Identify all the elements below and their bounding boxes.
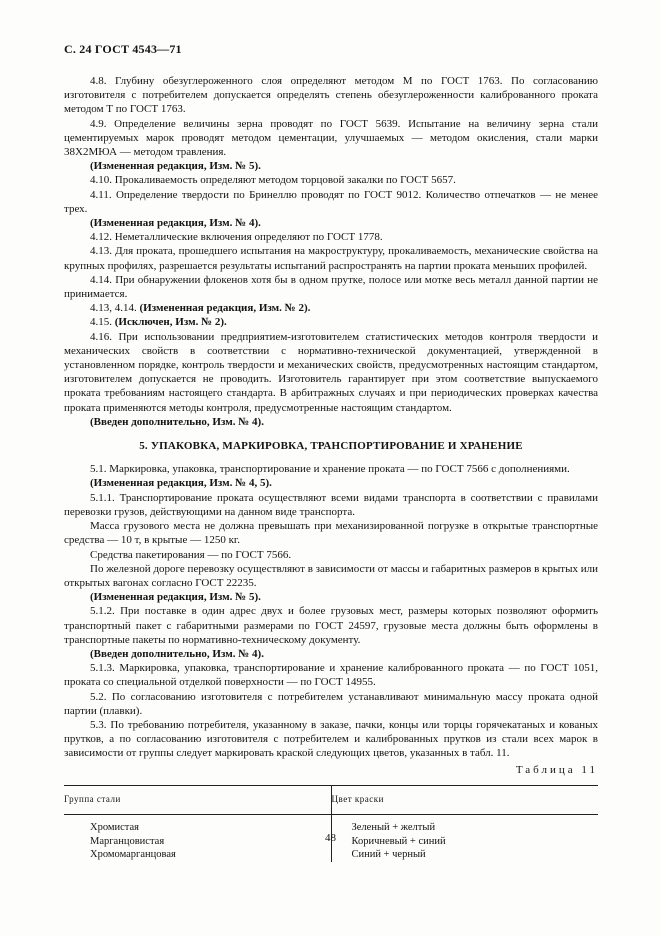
paragraph-text: 4.16. При использовании предприятием-изготовителем статистических методов контроля твердости и механических свойств в соответствии с нормативно-технической документацией, утвержденной в установленном порядке, контроль твердости и механических свойств, предусмотренных настоящим стандартом, изготовителем допускается не проводить. Изготовитель гарантирует при этом соответствие выпускаемого проката требованиям настоящего стандарта. В арбитражных случаях и при периодических проверках качества проката применяются методы контроля, предусмотренные настоящим стандартом.	[64, 330, 598, 414]
paragraph-text: Масса грузового места не должна превышать при механизированной погрузке в открытые транспортные средства — 10 т, в крытые — 1250 кг.	[64, 520, 598, 547]
paragraph-text: 4.12. Неметаллические включения определяют по ГОСТ 1778.	[90, 231, 383, 244]
table-cell-steel-group: Хромистая	[64, 815, 331, 835]
paragraph-text: 4.9. Определение величины зерна проводят по ГОСТ 5639. Испытание на величину зерна стали цементируемых марок проводят методом цементации, улучшаемых — методом окисления, стали марки 38Х2МЮА — методом травления.	[64, 117, 598, 159]
amendment-note: (Измененная редакция, Изм. № 2).	[139, 302, 311, 315]
page-header: С. 24 ГОСТ 4543—71	[64, 42, 182, 56]
paragraph-text: 4.14. При обнаружении флокенов хотя бы в одном прутке, полосе или мотке весь металл данной партии не принимается.	[64, 273, 598, 301]
table-caption: Таблица 11	[515, 763, 598, 776]
amendment-note	[64, 216, 598, 230]
paragraph-text: (Измененная редакция, Изм. № 5).	[90, 160, 261, 173]
section-5-paragraphs	[64, 462, 598, 760]
clause-paragraph	[64, 330, 598, 415]
clause-paragraph	[64, 491, 598, 519]
paragraph-text: 4.13. Для проката, прошедшего испытания на макроструктуру, прокаливаемость, механические свойства на крупных профилях, разрешается результаты испытаний распространять на партии проката меньших профилей.	[64, 245, 598, 272]
clause-paragraph	[64, 74, 598, 117]
paragraph-text: 5.1.1. Транспортирование проката осуществляют всеми видами транспорта в соответствии с правилами перевозки грузов, действующими на данном виде транспорта.	[64, 491, 598, 518]
clause-paragraph	[64, 519, 598, 547]
document-body	[64, 74, 598, 862]
clause-paragraph	[64, 718, 598, 761]
paragraph-text: (Введен дополнительно, Изм. № 4).	[90, 415, 264, 428]
amendment-note	[64, 415, 598, 429]
table-header-row	[64, 785, 598, 815]
clause-paragraph	[64, 117, 598, 160]
paragraph-text: Средства пакетирования — по ГОСТ 7566.	[90, 548, 292, 561]
amendment-note: (Исключен, Изм. № 2).	[114, 316, 227, 329]
paragraph-text: (Измененная редакция, Изм. № 5).	[90, 591, 261, 604]
page-number: 48	[325, 832, 336, 844]
clause-paragraph	[64, 690, 598, 718]
clause-paragraph	[64, 244, 598, 272]
paragraph-text: 5.1.3. Маркировка, упаковка, транспортирование и хранение калиброванного проката — по ГОСТ 1051, проката со специальной отделкой поверхности — по ГОСТ 14955.	[64, 662, 598, 689]
paragraph-text: 4.10. Прокаливаемость определяют методом торцовой закалки по ГОСТ 5657.	[90, 174, 456, 187]
table-cell-paint-color: Зеленый + желтый	[351, 822, 436, 834]
clause-paragraph	[64, 548, 598, 562]
paragraph-text: (Измененная редакция, Изм. № 4).	[90, 217, 261, 230]
amendment-note	[64, 159, 598, 173]
clause-paragraph	[64, 661, 598, 689]
amendment-note	[64, 476, 598, 490]
clause-paragraph	[64, 188, 598, 216]
paragraph-text: (Измененная редакция, Изм. № 4, 5).	[90, 477, 272, 490]
paragraph-text: 4.11. Определение твердости по Бринеллю проводят по ГОСТ 9012. Количество отпечатков — не менее трех.	[64, 188, 598, 215]
clause-paragraph	[64, 230, 598, 244]
section-4-paragraphs	[64, 74, 598, 429]
paragraph-text: 4.15.	[90, 316, 115, 329]
clause-paragraph	[64, 315, 598, 329]
clause-paragraph	[64, 301, 598, 315]
section-title: 5. УПАКОВКА, МАРКИРОВКА, ТРАНСПОРТИРОВАНИЕ И ХРАНЕНИЕ	[139, 440, 523, 453]
paragraph-text: 5.1. Маркировка, упаковка, транспортирование и хранение проката — по ГОСТ 7566 с дополнениями.	[90, 463, 570, 476]
paragraph-text: По железной дороге перевозку осуществляют в зависимости от массы и габаритных размеров в крытых или открытых вагонах согласно ГОСТ 22235.	[64, 562, 598, 589]
table-header-paint-color: Цвет краски	[331, 785, 598, 815]
table-cell-steel-group: Марганцовистая	[64, 835, 331, 849]
clause-paragraph	[64, 173, 598, 187]
clause-paragraph	[64, 562, 598, 590]
paragraph-text: (Введен дополнительно, Изм. № 4).	[90, 647, 264, 660]
paragraph-text: 5.1.2. При поставке в один адрес двух и более грузовых мест, размеры которых позволяют оформить транспортный пакет с габаритными размерами по ГОСТ 24597, грузовые места должны быть оформлены в транспортные пакеты по нормативно-техническому документу.	[64, 605, 598, 646]
paragraph-text: 5.3. По требованию потребителя, указанному в заказе, пачки, концы или торцы горячекатаных и кованых прутков, а по согласованию изготовителя с потребителем и калиброванных прутков из стали всех марок в зависимости от группы следует маркировать краской следующих цветов, указанных в табл. 11.	[64, 718, 598, 760]
paragraph-text: 4.8. Глубину обезуглероженного слоя определяют методом М по ГОСТ 1763. По согласованию изготовителя с потребителем допускается определять степень обезуглероженности калиброванного проката методом Т по ГОСТ 1763.	[64, 75, 598, 116]
table-cell-paint-color: Синий + черный	[351, 849, 426, 861]
clause-paragraph	[64, 604, 598, 647]
table-cell-steel-group: Хромомарганцовая	[64, 848, 331, 862]
paragraph-text: 5.2. По согласованию изготовителя с потребителем устанавливают минимальную массу проката одной партии (плавки).	[64, 690, 598, 717]
table-11	[64, 785, 598, 862]
table-header-steel-group: Группа стали	[64, 785, 331, 815]
clause-paragraph	[64, 462, 598, 476]
paragraph-text: 4.13, 4.14.	[90, 302, 140, 315]
table-cell-paint-color: Коричневый + синий	[351, 835, 446, 847]
table-row	[64, 848, 598, 862]
amendment-note	[64, 647, 598, 661]
amendment-note	[64, 590, 598, 604]
clause-paragraph	[64, 273, 598, 301]
